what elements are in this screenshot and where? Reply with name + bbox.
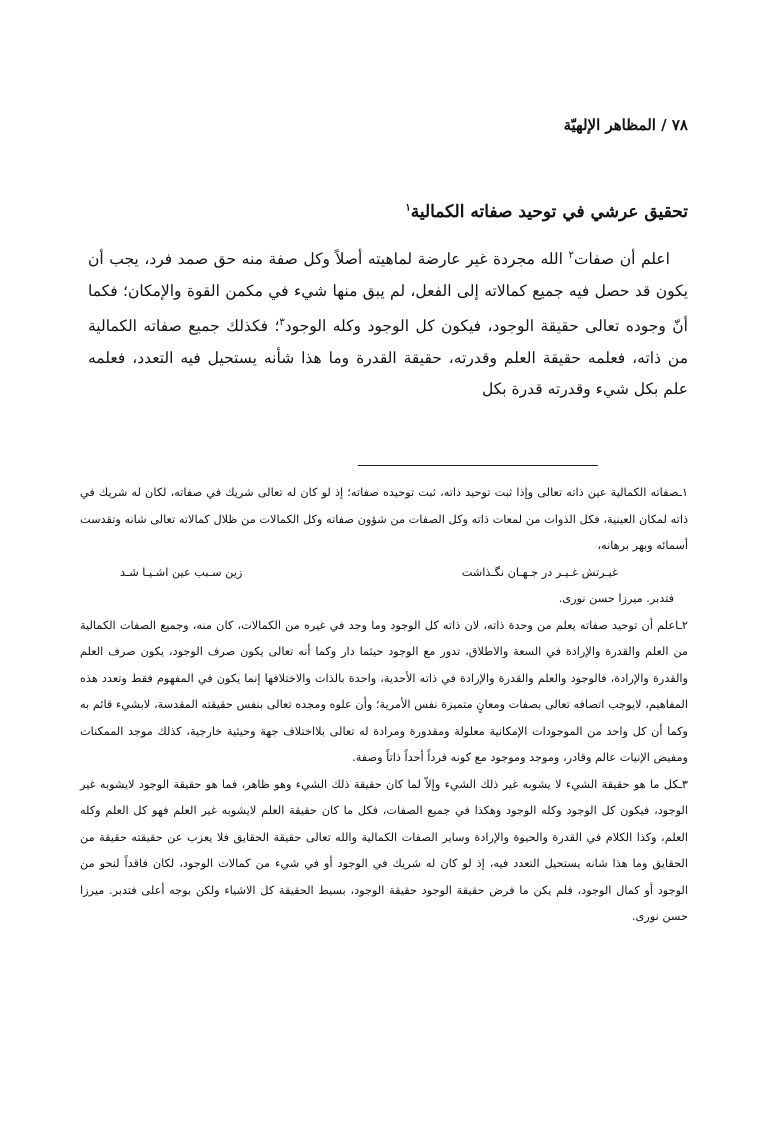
- footnote-ref[interactable]: ۲: [568, 250, 574, 261]
- footnote-1: [80, 480, 688, 560]
- body-paragraph: [88, 240, 688, 406]
- body-text: اعلم أن صفات: [573, 250, 670, 269]
- footnotes-section: [80, 480, 688, 931]
- footnote-text: ۱ـصفاته الكمالية عين ذاته تعالى وإذا ثبت توحيد ذاته، ثبت توحيده صفاته؛ إذ لو كان له تعالى شريك في صفاته، لكان له شريك في ذاته لمكان العينية، فكل الذوات من لمعات ذاته وكل الصفات من شؤون صفاته وكل الكمالات من ظلال كمالاته تعالى شانه وتقدست أسمائه وبهر برهانه،: [80, 486, 688, 552]
- running-header: [88, 116, 688, 134]
- verse-hemistich-right: غيـرتش غـيـر در جـهـان نگـذاشت: [461, 565, 618, 579]
- footnote-signature: فتدبر. ميرزا حسن نورى.: [558, 592, 674, 605]
- body-text: الله مجردة غير عارضة لماهيته أصلاً وكل صفة منه حق صمد فرد، يجب أن يكون قد حصل فيه جميع كمالاته إلى الفعل، لم يبق منها شيء في مكمن القوة والإمكان؛ فكما أنّ وجوده تعالى حقيقة الوجود، فيكون كل الوجود وكله الوجود: [88, 250, 688, 336]
- footnote-2: ۲ـاعلم أن توحيد صفاته يعلم من وحدة ذاته، لان ذاته كل الوجود وما وجد في غيره من الكمالات، كان منه، وجميع الصفات الكمالية من العلم والقدرة والإرادة في السعة والاطلاق، تدور مع الوجود حيثما دار وكما أنه تعالى يكون صرف الوجود، يكون صرف العلم والقدرة والإرادة، فالوجود والعلم والقدرة والإرادة في ذاته الأحدية، واحدة بالذات والاختلافها إنما يكون في المفهوم فقط وتعدد هذه المفاهيم، لايوجب اتصافه تعالى بصفات ومعانٍ متميزة نفس الأمرية؛ وأن علوه ومجده تعالى بنفس حقيقته المقدسة، لابشيء قائم به وكما أن كل واحد من الموجودات الإمكانية معلولة ومقدورة ومرادة له تعالى بلااختلاف جهة وحيثية خارجية، كذلك موجد الممكنات ومفيض الإنيات عالم وقادر، وموجد وموجود مع كونه فرداً أحداً ذاتاً وصفة.: [80, 618, 688, 764]
- section-title-text: تحقيق عرشي في توحيد صفاته الكمالية: [410, 202, 688, 222]
- section-title: [88, 202, 688, 222]
- header-text: ۷۸ / المظاهر الإلهيّة: [563, 116, 688, 134]
- verse-line: [80, 560, 688, 587]
- verse-hemistich-left: زين سـبب عين اشـيـا شـد: [120, 565, 243, 579]
- body-text: ؛ فكذلك جميع صفاته الكمالية من ذاته، فعلمه حقيقة العلم وقدرته، حقيقة القدرة وما هذا شأنه يستحيل فيه التعدد، فعلمه علم بكل شيء وقدرته قدرة بكل: [88, 317, 688, 399]
- footnote-ref[interactable]: ۱: [405, 202, 411, 214]
- main-text: [88, 240, 688, 406]
- footnote-ref[interactable]: ۳: [279, 317, 285, 329]
- footnote-3: ۳ـكل ما هو حقيقة الشيء لا يشوبه غير ذلك الشيء وإلاّ لما كان حقيقة ذلك الشيء وهو ظاهر، فما هو حقيقة الوجود لايشوبه غير الوجود، فيكون كل الوجود وكله الوجود وهكذا في جميع الصفات، فكل ما كان حقيقة العلم لايشوبه غير العلم فهو كل العلم وكله العلم، وكذا الكلام في القدرة والحيوة والإرادة وساير الصفات الكمالية والله تعالى حقيقة الحقايق فلا يعزب عن حقيقته حقيقة من الحقايق وما هذا شانه يستحيل التعدد فيه، إذ لو كان له شريك في الوجود أو في شيء من كمالات الوجود، لكان فاقداً لنحو من الوجود أو كمال الوجود، فلم يكن ما فرض حقيقة الوجود حقيقة الوجود، بسيط الحقيقة كل الاشياء ولكن بوجه أعلى فتدبر. ميرزا حسن نورى.: [80, 777, 688, 923]
- footnote-divider: [358, 465, 598, 466]
